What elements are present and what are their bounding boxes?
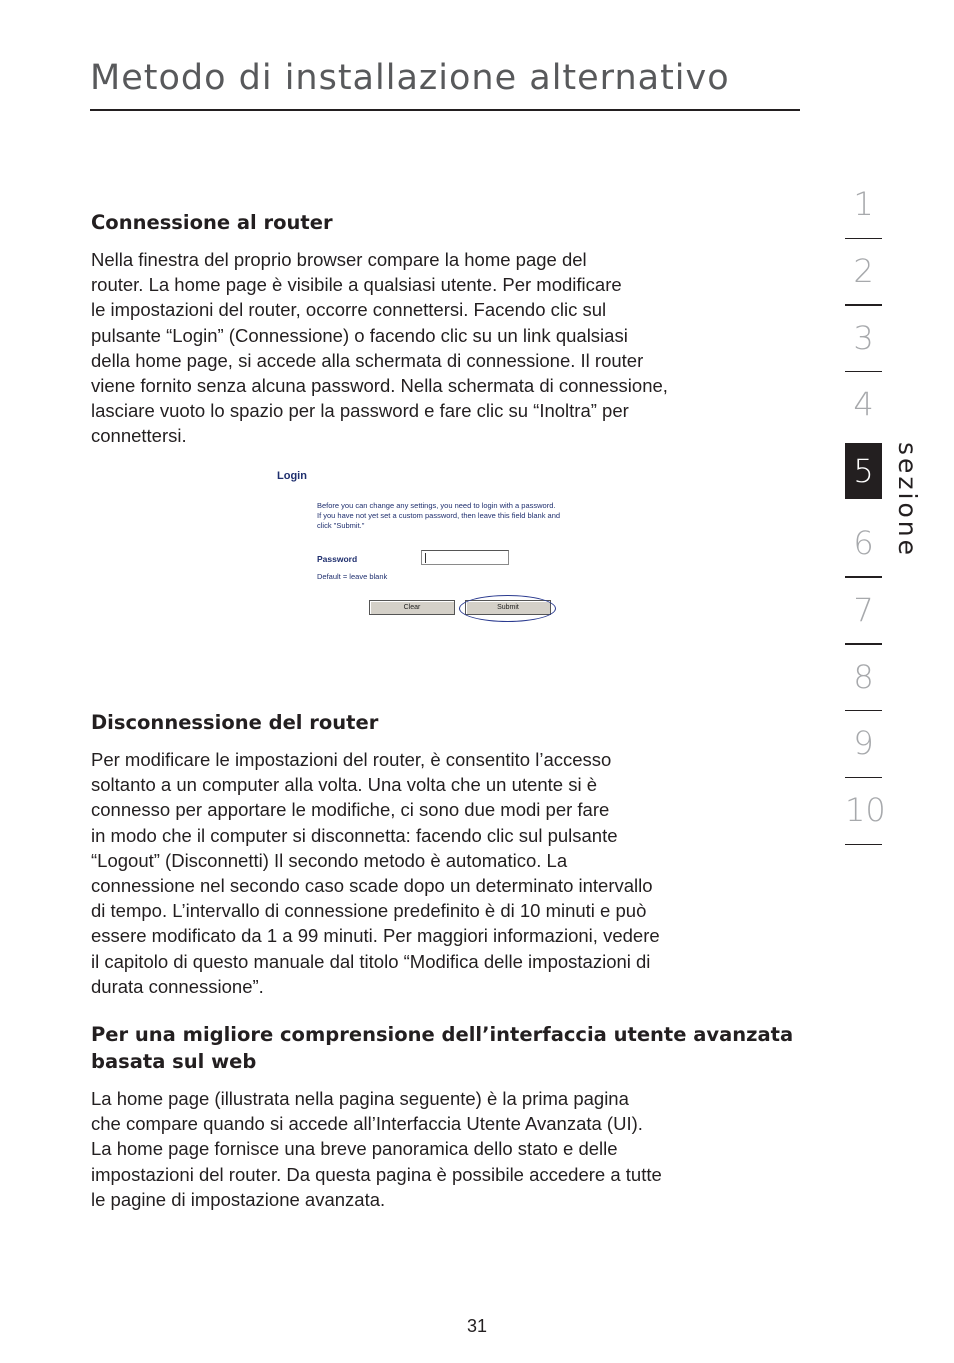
page-number: 31 [466,1316,488,1336]
section-body-disconnessione [91,747,811,999]
section-nav-item-6[interactable] [845,511,882,578]
section-heading-connessione: Connessione al router [91,211,333,234]
body-line: connesso per apportare le modifiche, ci sono due modi per fare [91,799,610,821]
section-nav-item-10[interactable] [845,778,886,845]
login-screenshot [270,462,590,637]
section-nav-item-3[interactable] [845,306,882,373]
section-number: 10 [845,791,886,830]
body-line: durata connessione”. [91,975,264,997]
login-message-line: click "Submit." [317,521,365,530]
section-body-connessione [91,247,811,449]
body-line: essere modificato da 1 a 99 minuti. Per maggiori informazioni, vedere [91,925,660,947]
sezione-label: sezione [893,442,922,558]
section-number: 7 [853,590,874,629]
body-line: Nella finestra del proprio browser compare la home page del [91,249,587,270]
body-line: La home page (illustrata nella pagina seguente) è la prima pagina [91,1088,629,1109]
section-body-interfaccia [91,1086,811,1212]
section-nav-item-1[interactable] [845,172,882,239]
body-line: le pagine di impostazione avanzata. [91,1188,386,1210]
login-message [317,501,560,531]
body-line: in modo che il computer si disconnetta: facendo clic sul pulsante [91,824,618,846]
body-line: viene fornito senza alcuna password. Nella schermata di connessione, [91,375,668,397]
body-line: soltanto a un computer alla volta. Una volta che un utente si è [91,774,597,796]
password-input[interactable] [421,550,509,565]
body-line: della home page, si accede alla schermata di connessione. Il router [91,349,644,371]
section-number: 3 [853,318,874,357]
section-nav-item-8[interactable] [845,645,882,712]
body-line: connessione nel secondo caso scade dopo un determinato intervallo [91,875,653,897]
body-line: che compare quando si accede all’Interfaccia Utente Avanzata (UI). [91,1113,643,1135]
login-title: Login [277,470,307,482]
section-nav-item-4[interactable] [845,372,882,439]
section-nav-item-2[interactable] [845,239,882,306]
section-nav-item-5-active[interactable] [845,444,882,511]
section-number: 1 [853,185,874,223]
section-number-active: 5 [845,443,882,499]
login-message-line: Before you can change any settings, you need to login with a password. [317,501,556,510]
body-line: lasciare vuoto lo spazio per la password e fare clic su “Inoltra” per [91,400,629,422]
section-nav [845,172,886,845]
title-underline [90,109,800,111]
section-number: 4 [853,385,874,424]
section-number: 9 [853,724,874,763]
clear-button[interactable]: Clear [369,600,455,615]
section-number: 6 [853,523,874,562]
body-line: “Logout” (Disconnetti) Il secondo metodo è automatico. La [91,849,568,871]
submit-button[interactable]: Submit [465,600,551,615]
body-line: La home page fornisce una breve panoramica dello stato e delle [91,1138,618,1160]
divider [845,844,882,845]
page-title: Metodo di installazione alternativo [90,58,730,98]
section-number: 8 [853,657,874,696]
body-line: il capitolo di questo manuale dal titolo “Modifica delle impostazioni di [91,950,651,972]
body-line: router. La home page è visibile a qualsiasi utente. Per modificare [91,274,622,296]
submit-highlight-oval [459,595,556,622]
login-message-line: If you have not yet set a custom password, then leave this field blank and [317,511,561,520]
body-line: connettersi. [91,425,187,447]
heading-line: Per una migliore comprensione dell’interfaccia utente avanzata [91,1023,794,1046]
body-line: pulsante “Login” (Connessione) o facendo clic su un link qualsiasi [91,324,628,346]
body-line: di tempo. L’intervallo di connessione predefinito è di 10 minuti e può [91,900,647,922]
section-nav-item-9[interactable] [845,711,882,778]
body-line: Per modificare le impostazioni del router, è consentito l’accesso [91,749,612,770]
section-number: 2 [853,251,874,290]
heading-line: basata sul web [91,1050,257,1073]
password-label: Password [317,554,358,564]
section-heading-interfaccia [91,1021,793,1075]
body-line: le impostazioni del router, occorre connettersi. Facendo clic sul [91,299,607,321]
body-line: impostazioni del router. Da questa pagina è possibile accedere a tutte [91,1163,662,1185]
section-heading-disconnessione: Disconnessione del router [91,711,379,734]
password-hint: Default = leave blank [317,572,388,581]
section-nav-item-7[interactable] [845,578,882,645]
